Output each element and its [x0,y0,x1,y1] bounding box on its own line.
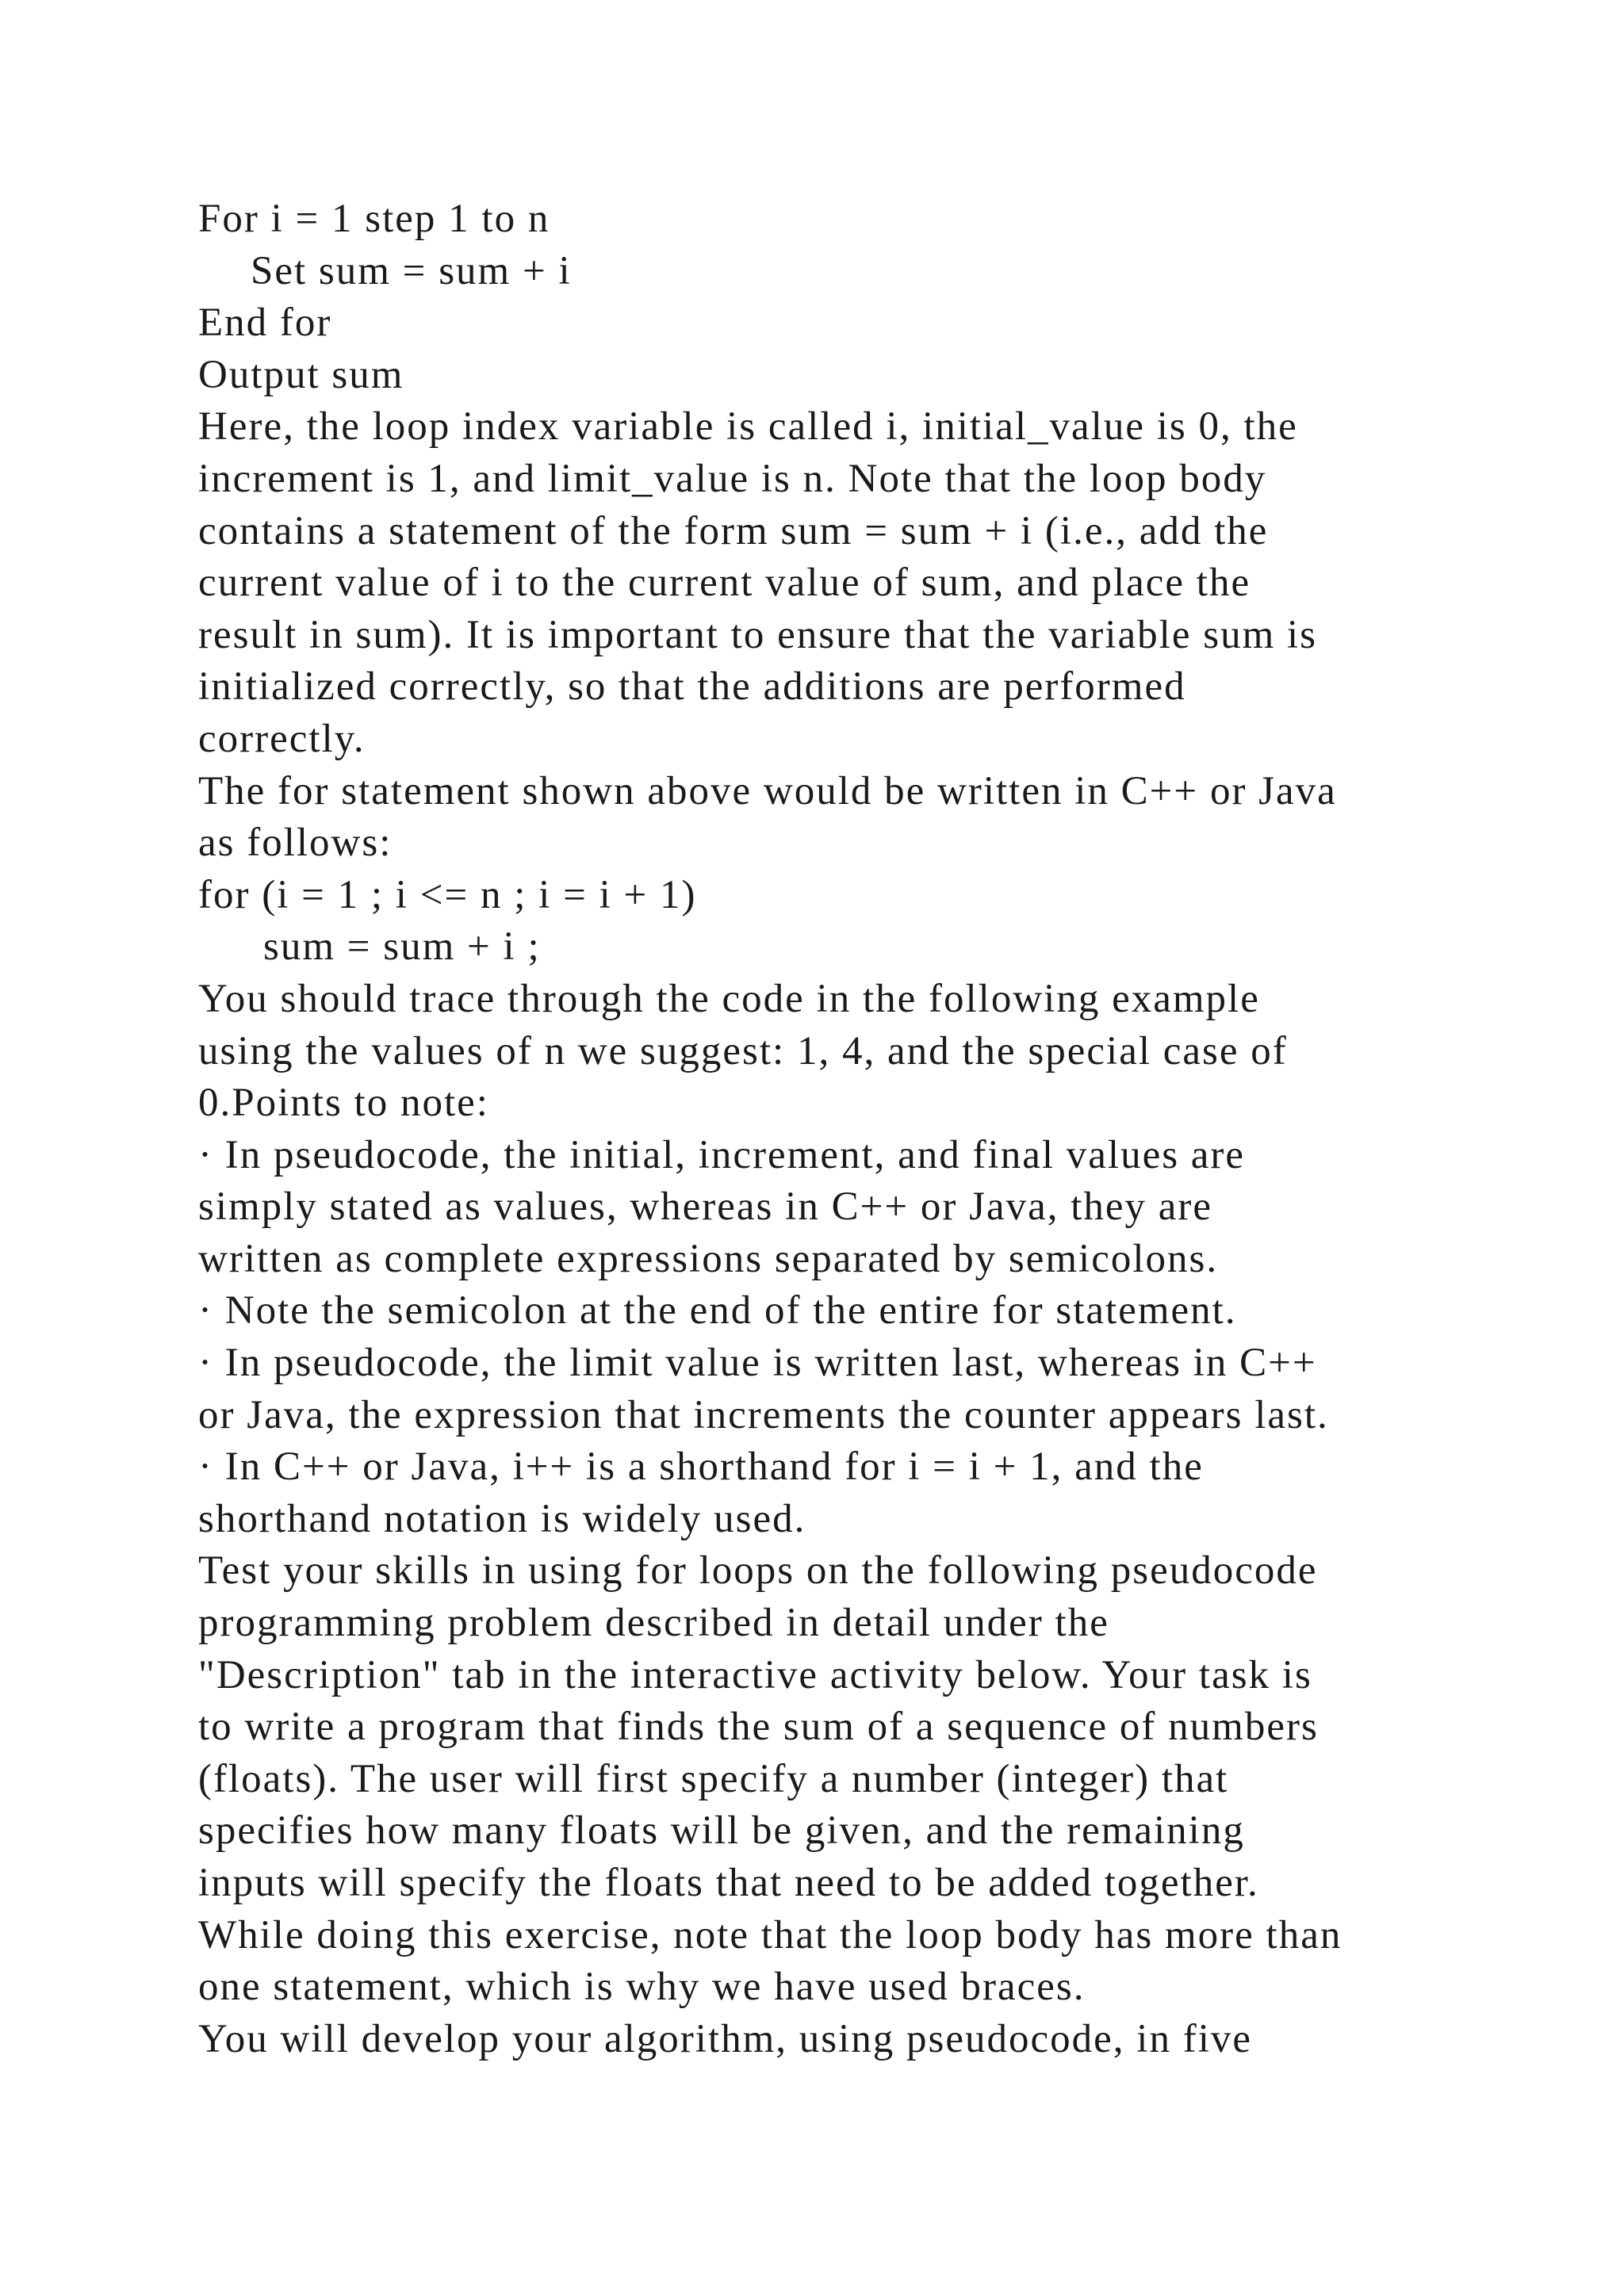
code-line: sum = sum + i ; [263,924,541,970]
paragraph-line: current value of i to the current value of sum, and place the [198,561,1251,606]
paragraph-line: to write a program that finds the sum of a sequence of numbers [198,1705,1319,1750]
paragraph-line: increment is 1, and limit_value is n. Note that the loop body [198,456,1267,501]
bullet-line: simply stated as values, whereas in C++ or Java, they are [198,1184,1213,1230]
paragraph-line: Test your skills in using for loops on the following pseudocode [198,1548,1318,1594]
paragraph-line: specifies how many floats will be given, and the remaining [198,1808,1245,1854]
pseudocode-line: End for [198,300,332,346]
paragraph-line: (floats). The user will first specify a number (integer) that [198,1756,1229,1801]
paragraph-line: result in sum). It is important to ensure that the variable sum is [198,612,1318,657]
paragraph-line: contains a statement of the form sum = sum + i (i.e., add the [198,508,1269,553]
paragraph-line: The for statement shown above would be written in C++ or Java [198,768,1337,813]
paragraph-line: Here, the loop index variable is called i, initial_value is 0, the [198,404,1298,450]
document-body [198,193,1530,2065]
bullet-line: · In pseudocode, the initial, increment, and final values are [198,1132,1246,1177]
paragraph-line: While doing this exercise, note that the loop body has more than [198,1912,1342,1957]
paragraph-line: correctly. [198,716,366,761]
bullet-line: or Java, the expression that increments the counter appears last. [198,1392,1329,1437]
paragraph-line: You should trace through the code in the following example [198,976,1260,1021]
pseudocode-line: For i = 1 step 1 to n [198,197,550,241]
paragraph-line: "Description" tab in the interactive activity below. Your task is [198,1652,1312,1697]
pseudocode-line: Output sum [198,352,404,397]
bullet-line: shorthand notation is widely used. [198,1496,806,1541]
bullet-line: · In pseudocode, the limit value is written last, whereas in C++ [198,1341,1317,1386]
bullet-line: written as complete expressions separated by semicolons. [198,1236,1219,1281]
paragraph-line: inputs will specify the floats that need to be added together. [198,1861,1259,1905]
paragraph-line: You will develop your algorithm, using pseudocode, in five [198,2016,1253,2061]
paragraph-line: one statement, which is why we have used braces. [198,1965,1086,2010]
pseudocode-line: Set sum = sum + i [251,248,572,293]
bullet-line: · Note the semicolon at the end of the entire for statement. [198,1288,1237,1334]
paragraph-line: programming problem described in detail under the [198,1601,1109,1646]
paragraph-line: using the values of n we suggest: 1, 4, and the special case of [198,1028,1288,1073]
code-line: for (i = 1 ; i <= n ; i = i + 1) [198,872,697,917]
paragraph-line: as follows: [198,821,393,866]
bullet-line: · In C++ or Java, i++ is a shorthand for i = i + 1, and the [198,1445,1204,1490]
paragraph-line: initialized correctly, so that the additions are performed [198,664,1186,710]
paragraph-line: 0.Points to note: [198,1081,489,1126]
